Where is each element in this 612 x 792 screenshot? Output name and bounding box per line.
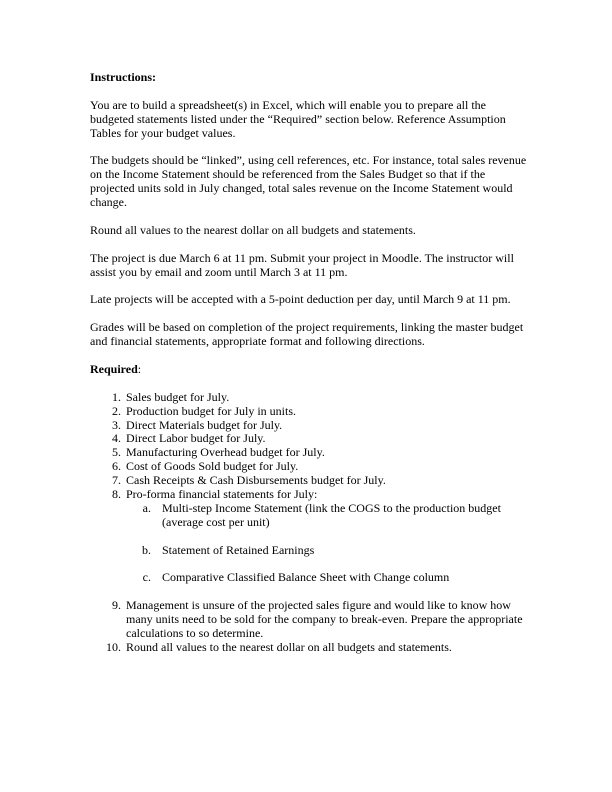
list-item-text: Round all values to the nearest dollar on all budgets and statements. [126, 639, 452, 654]
paragraph-spreadsheet: You are to build a spreadsheet(s) in Excel, which will enable you to prepare all the budgeted statements listed under the “Required” section below. Reference Assumption Tables for your budget values. [90, 97, 506, 140]
list-number: 1. [112, 389, 121, 404]
required-heading-label: Required [90, 361, 138, 376]
sub-item [126, 544, 530, 558]
list-item-text: Direct Materials budget for July. [126, 417, 283, 432]
required-item [90, 474, 530, 488]
list-number: 4. [112, 431, 121, 446]
sub-item [126, 571, 530, 585]
list-number: 5. [112, 445, 121, 460]
required-item [90, 405, 530, 419]
list-item-text: Cost of Goods Sold budget for July. [126, 459, 299, 474]
required-heading [90, 363, 530, 377]
required-item [90, 641, 530, 655]
required-item [90, 446, 530, 460]
sub-list-letter: a. [142, 500, 151, 515]
sub-item [126, 502, 530, 530]
paragraph-late-policy: Late projects will be accepted with a 5-point deduction per day, until March 9 at 11 pm. [90, 292, 511, 307]
list-item-text: Production budget for July in units. [126, 403, 296, 418]
list-number: 10. [106, 639, 121, 654]
list-item-text: Management is unsure of the projected sales figure and would like to know how many units need to be sold for the company to break-even. Prepare the appropriate calculations to so determine. [126, 598, 523, 641]
required-heading-colon: : [137, 361, 142, 376]
list-number: 8. [112, 487, 121, 502]
paragraph-due-date: The project is due March 6 at 11 pm. Submit your project in Moodle. The instructor will assist you by email and zoom until March 3 at 11 pm. [90, 250, 514, 279]
required-item [90, 391, 530, 405]
sub-list [126, 502, 530, 585]
sub-list-letter: c. [142, 570, 151, 585]
required-item [90, 419, 530, 433]
list-item-text: Cash Receipts & Cash Disbursements budget for July. [126, 473, 386, 488]
list-number: 6. [112, 459, 121, 474]
paragraph-linked: The budgets should be “linked”, using cell references, etc. For instance, total sales revenue on the Income Statement should be referenced from the Sales Budget so that if the projected units sold in July changed, total sales revenue on the Income Statement would change. [90, 153, 527, 210]
required-item [90, 488, 530, 585]
sub-item-text: Comparative Classified Balance Sheet with Change column [162, 570, 450, 585]
required-item [90, 432, 530, 446]
required-item [90, 599, 530, 641]
instructions-heading: Instructions: [90, 70, 157, 84]
list-item-text: Pro-forma financial statements for July: [126, 487, 318, 502]
list-number: 9. [112, 598, 121, 613]
document-page [90, 71, 530, 655]
list-item-text: Direct Labor budget for July. [126, 431, 266, 446]
sub-item-text: Statement of Retained Earnings [162, 542, 315, 557]
list-number: 3. [112, 417, 121, 432]
list-number: 7. [112, 473, 121, 488]
paragraph-grading: Grades will be based on completion of the project requirements, linking the master budget and financial statements, appropriate format and following directions. [90, 320, 524, 349]
required-list [90, 391, 530, 655]
list-item-text: Manufacturing Overhead budget for July. [126, 445, 325, 460]
required-item [90, 460, 530, 474]
sub-item-text: Multi-step Income Statement (link the COGS to the production budget (average cost per unit) [162, 500, 501, 529]
sub-list-letter: b. [142, 542, 151, 557]
list-item-text: Sales budget for July. [126, 389, 230, 404]
paragraph-rounding: Round all values to the nearest dollar on all budgets and statements. [90, 222, 416, 237]
list-number: 2. [112, 403, 121, 418]
